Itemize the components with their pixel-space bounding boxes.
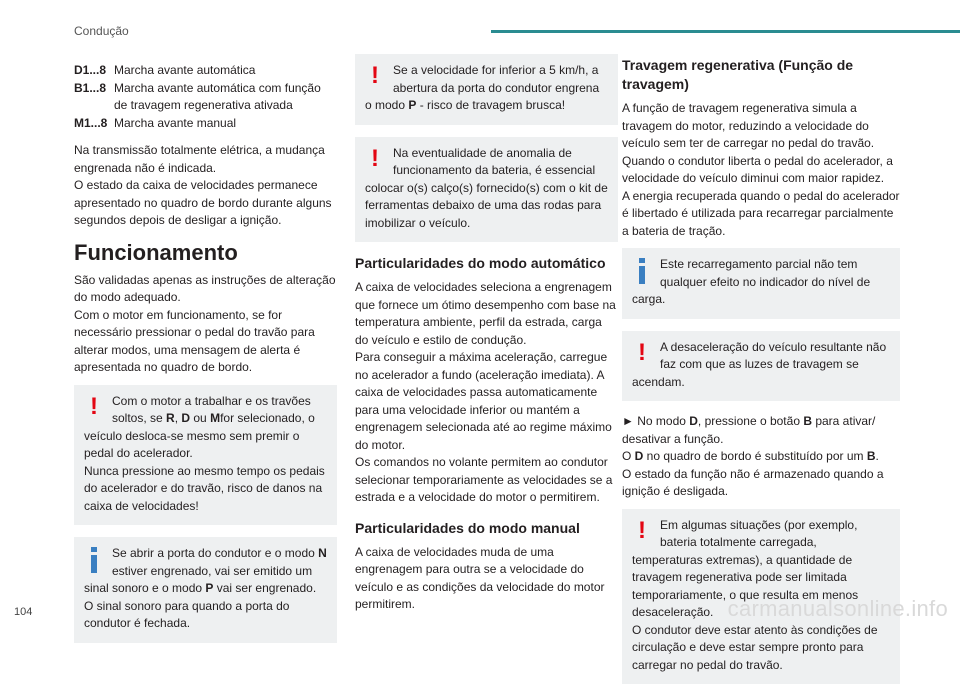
gear-desc: Marcha avante automática com função de travagem regenerativa ativada: [114, 80, 321, 112]
page-number: 104: [14, 606, 33, 618]
warning-box: ! Na eventualidade de anomalia de funcionamento da bateria, é essencial colocar o(s) calço(s) fornecido(s) com o kit de ferramentas debaixo de uma das rodas para imobilizar o veículo.: [355, 137, 618, 243]
section-heading: Particularidades do modo automático: [355, 255, 606, 271]
info-icon: [638, 258, 646, 284]
gear-desc: Marcha avante manual: [114, 115, 237, 130]
running-header: Condução: [74, 24, 129, 38]
watermark: carmanualsonline.info: [727, 596, 948, 621]
warning-icon: !: [371, 62, 379, 89]
paragraph: São validadas apenas as instruções de alteração do modo adequado. Com o motor em funcionamento, se for necessário pressionar o pedal do travão para alterar modos, uma mensagem de alerta é apresentada no quadro de bordo.: [74, 272, 336, 374]
warning-box: ! Com o motor a trabalhar e os travões soltos, se R, D ou Mfor selecionado, o veículo desloca-se mesmo sem premir o pedal do acelerador. Nunca pressione ao mesmo tempo os pedais do acelerador e do travão, risco de danos na caixa de velocidades!: [74, 385, 337, 526]
warning-icon: !: [90, 392, 98, 420]
paragraph: A caixa de velocidades seleciona a engrenagem que fornece um ótimo desempenho com base na temperatura ambiente, perfil da estrada, carga do veículo e estilo de condução. Para conseguir a máxima aceleração, carregue no acelerador a fundo (aceleração imediata). A caixa de velocidades passa automaticamente para uma velocidade inferior ou mantém a engrenagem selecionada até ao regime máximo do motor. Os comandos no volante permitem ao condutor selecionar temporariamente as velocidades se a estrada e a velocidade do motor o permitirem.: [355, 280, 616, 504]
info-box: Se abrir a porta do condutor e o modo N estiver engrenado, vai ser emitido um sinal sonoro e o modo P vai ser engrenado. O sinal sonoro para quando a porta do condutor é fechada.: [74, 537, 337, 643]
gear-row: [74, 80, 337, 115]
header-accent-bar: [491, 30, 960, 33]
gear-row: [74, 62, 337, 80]
gear-code: D1...8: [74, 63, 107, 77]
warning-box: ! A desaceleração do veículo resultante não faz com que as luzes de travagem se acendam.: [622, 331, 900, 402]
gear-row: [74, 115, 337, 133]
gear-code: M1...8: [74, 115, 108, 130]
info-box: Este recarregamento parcial não tem qualquer efeito no indicador do nível de carga.: [622, 248, 900, 319]
arrow-icon: ►: [622, 414, 634, 428]
gear-code: B1...8: [74, 80, 107, 95]
warning-icon: !: [638, 516, 646, 544]
info-icon: [90, 547, 98, 573]
section-heading: Funcionamento: [74, 239, 238, 265]
paragraph: ► No modo D, pressione o botão B para ativar/ desativar a função. O D no quadro de bordo é substituído por um B. O estado da função não é armazenado quando a ignição é desligada.: [622, 414, 884, 498]
gear-desc: Marcha avante automática: [114, 63, 256, 77]
paragraph: A função de travagem regenerativa simula a travagem do motor, reduzindo a velocidade do veículo sem ter de carregar no pedal do travão. Quando o condutor liberta o pedal do acelerador, a velocidade do veículo diminui com maior rapidez. A energia recuperada quando o pedal do acelerador é libertado é utilizada para recarregar parcialmente a bateria de tração.: [622, 101, 900, 238]
column-2: [355, 54, 618, 622]
warning-icon: !: [371, 144, 379, 172]
warning-box: ! Se a velocidade for inferior a 5 km/h, a abertura da porta do condutor engrena o modo P - risco de travagem brusca!: [355, 54, 618, 125]
warning-icon: !: [638, 338, 646, 366]
column-1: [74, 54, 337, 655]
paragraph: A caixa de velocidades muda de uma engrenagem para outra se a velocidade do veículo e as condições da velocidade do motor permitirem.: [355, 544, 605, 611]
paragraph: Na transmissão totalmente elétrica, a mudança engrenada não é indicada. O estado da caixa de velocidades permanece apresentado no quadro de bordo durante alguns segundos depois de desligar a ignição.: [74, 143, 332, 227]
gear-list: [74, 62, 337, 132]
warning-box: ! Em algumas situações (por exemplo, bateria totalmente carregada, temperaturas extremas), a quantidade de travagem regenerativa pode ser limitada temporariamente, o que resulta em menos desaceleração. O condutor deve estar atento às condições de circulação e deve estar sempre pronto para carregar no pedal do travão.: [622, 509, 900, 685]
section-heading: Particularidades do modo manual: [355, 519, 580, 536]
section-heading: Travagem regenerativa (Função de travagem): [622, 57, 854, 92]
